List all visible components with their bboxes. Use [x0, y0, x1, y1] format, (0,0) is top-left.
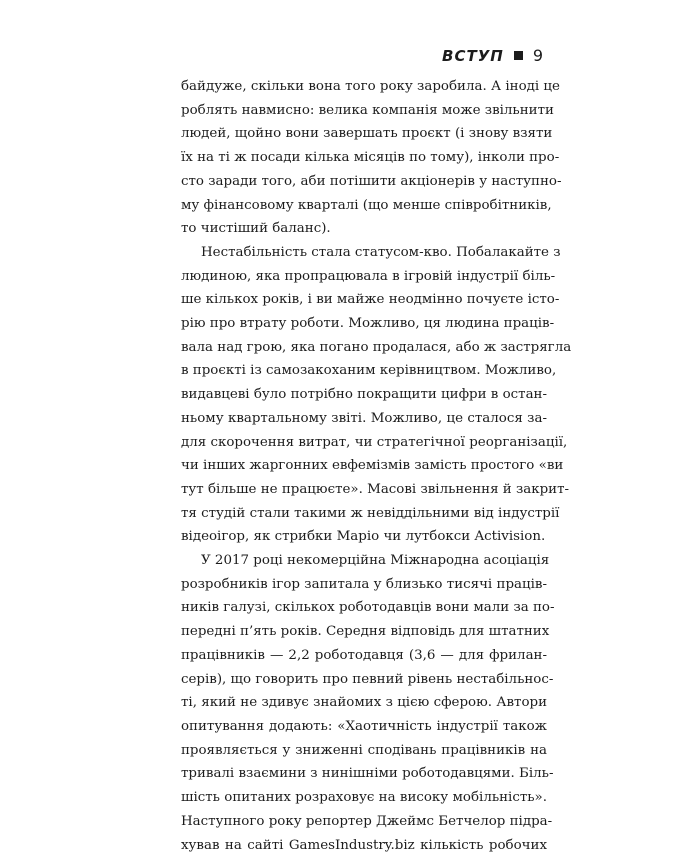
text-line: вала над грою, яка погано продалася, або ж застрягла [181, 336, 547, 360]
text-line: людей, щойно вони завершать проєкт (і знову взяти [181, 122, 547, 146]
text-line: ників галузі, скількох роботодавців вони мали за по- [181, 596, 547, 620]
text-line: Наступного року репортер Джеймс Бетчелор підра- [181, 810, 547, 834]
text-line: ті, який не здивує знайомих з цією сферою. Автори [181, 691, 547, 715]
text-line: му фінансовому кварталі (що менше співробітників, [181, 194, 547, 218]
text-line: в проєкті із самозакоханим керівництвом. Можливо, [181, 359, 547, 383]
text-line: працівників — 2,2 роботодавця (3,6 — для фрилан- [181, 644, 547, 668]
header-square-icon [514, 51, 523, 60]
text-line: чи інших жаргонних евфемізмів замість простого «ви [181, 454, 547, 478]
text-line: проявляється у зниженні сподівань працівників на [181, 739, 547, 763]
text-line: ньому квартальному звіті. Можливо, це сталося за- [181, 407, 547, 431]
text-line: рію про втрату роботи. Можливо, ця людина праців- [181, 312, 547, 336]
text-line: передні п’ять років. Середня відповідь для штатних [181, 620, 547, 644]
text-line: їх на ті ж посади кілька місяців по тому), інколи про- [181, 146, 547, 170]
running-header [442, 46, 544, 65]
text-line: тя студій стали такими ж невіддільними від індустрії [181, 502, 547, 526]
page-body [181, 75, 547, 857]
paragraph-3 [181, 549, 547, 857]
text-line: Нестабільність стала статусом-кво. Побалакайте з [181, 241, 547, 265]
text-line: відеоігор, як стрибки Маріо чи лутбокси Activision. [181, 525, 547, 549]
text-line: ше кількох років, і ви майже неодмінно почуєте істо- [181, 288, 547, 312]
text-line: тут більше не працюєте». Масові звільнення й закрит- [181, 478, 547, 502]
paragraph-2 [181, 241, 547, 549]
paragraph-1 [181, 75, 547, 241]
text-line: хував на сайті GamesIndustry.biz кількість робочих [181, 834, 547, 857]
text-line: сто заради того, аби потішити акціонерів у наступно- [181, 170, 547, 194]
text-line: тривалі взаємини з нинішніми роботодавцями. Біль- [181, 762, 547, 786]
section-title: ВСТУП [442, 47, 504, 65]
page-number: 9 [533, 46, 544, 65]
text-line: байдуже, скільки вона того року заробила. А іноді це [181, 75, 547, 99]
text-line: видавцеві було потрібно покращити цифри в остан- [181, 383, 547, 407]
text-line: шість опитаних розраховує на високу мобільність». [181, 786, 547, 810]
text-line: опитування додають: «Хаотичність індустрії також [181, 715, 547, 739]
text-line: для скорочення витрат, чи стратегічної реорганізації, [181, 431, 547, 455]
text-line: то чистіший баланс). [181, 217, 547, 241]
text-line: роблять навмисно: велика компанія може звільнити [181, 99, 547, 123]
text-line: розробників ігор запитала у близько тисячі праців- [181, 573, 547, 597]
text-line: У 2017 році некомерційна Міжнародна асоціація [181, 549, 547, 573]
text-line: серів), що говорить про певний рівень нестабільнос- [181, 668, 547, 692]
text-line: людиною, яка пропрацювала в ігровій індустрії біль- [181, 265, 547, 289]
